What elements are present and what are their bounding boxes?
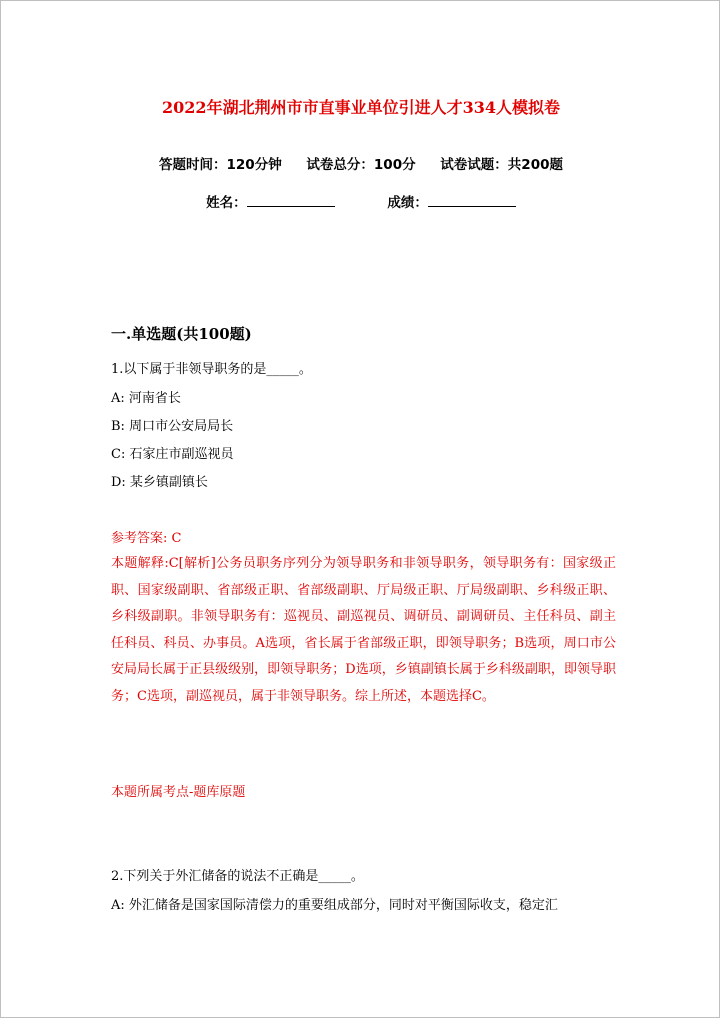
reference-answer: 参考答案: C <box>111 531 182 546</box>
question-source: 本题所属考点-题库原题 <box>111 785 246 800</box>
option-d: D: 某乡镇副镇长 <box>111 475 208 490</box>
section-title: 一.单选题(共100题) <box>111 325 252 343</box>
option-a: A: 外汇储备是国家国际清偿力的重要组成部分，同时对平衡国际收支，稳定汇 <box>111 898 558 913</box>
name-field <box>206 191 335 211</box>
option-a: A: 河南省长 <box>111 391 181 406</box>
answer-explanation: 本题解释:C[解析]公务员职务序列分为领导职务和非领导职务，领导职务有：国家级正职、国家级副职、省部级正职、省部级副职、厅局级正职、厅局级副职、乡科级正职、乡科级副职。非领导职务有：巡视员、副巡视员、调研员、副调研员、主任科员、副主任科员、科员、办事员。A选项，省长属于省部级正职，即领导职务；B选项，周口市公安局局长属于正县级级别，即领导职务；D选项，乡镇副镇长属于乡科级副职，即领导职务；C选项，副巡视员，属于非领导职务。综上所述，本题选择C。 <box>111 556 616 704</box>
exam-total-score: 试卷总分：100分 <box>306 157 416 173</box>
option-c: C: 石家庄市副巡视员 <box>111 447 234 462</box>
score-field <box>387 191 516 211</box>
exam-title: 2022年湖北荆州市市直事业单位引进人才334人模拟卷 <box>162 98 560 117</box>
score-label: 成绩： <box>387 195 428 211</box>
score-blank <box>428 194 516 207</box>
exam-time: 答题时间：120分钟 <box>159 157 282 173</box>
exam-info <box>1 153 720 173</box>
name-blank <box>247 194 335 207</box>
question-stem: 1.以下属于非领导职务的是_____。 <box>111 362 312 377</box>
candidate-info <box>1 191 720 211</box>
name-label: 姓名： <box>206 195 247 211</box>
question-stem: 2.下列关于外汇储备的说法不正确是_____。 <box>111 869 364 884</box>
option-b: B: 周口市公安局局长 <box>111 419 234 434</box>
exam-question-count: 试卷试题：共200题 <box>440 157 563 173</box>
